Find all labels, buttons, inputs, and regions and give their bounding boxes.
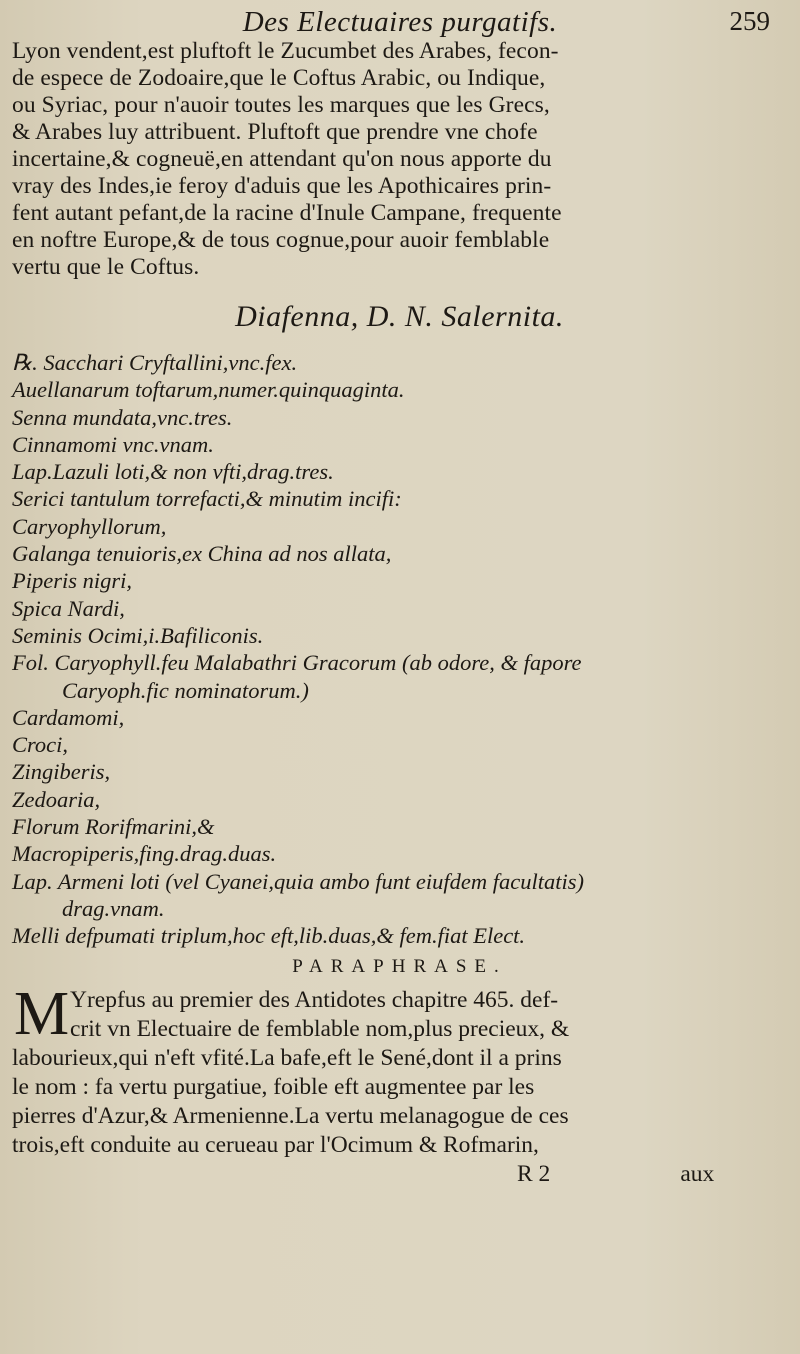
body-text [12,38,787,1189]
page-header [0,6,800,36]
ingredient-line: Senna mundata,vnc.tres. [12,404,233,430]
ingredient-line: Galanga tenuioris,ex China ad nos allata, [12,541,392,567]
ingredient-line: drag.vnam. [62,895,165,921]
recipe-title: Diafenna, D. N. Salernita. [235,300,564,333]
page-footer [12,1160,787,1189]
ingredient-line: Lap.Lazuli loti,& non vfti,drag.tres. [12,459,334,485]
ingredient-line: Serici tantulum torrefacti,& minutim incifi: [12,486,402,512]
text-line: ou Syriac, pour n'auoir toutes les marques que les Grecs, [12,92,550,118]
paraphrase-heading: PARAPHRASE. [292,955,507,977]
text-line: vertu que le Coftus. [12,254,200,280]
ingredient-line: ℞. Sacchari Cryftallini,vnc.fex. [12,350,298,375]
ingredient-line: Melli defpumati triplum,hoc eft,lib.duas,& fem.fiat Elect. [12,923,526,949]
text-line: & Arabes luy attribuent. Pluftoft que prendre vne chofe [12,119,538,145]
signature-mark: R 2 [517,1160,551,1187]
ingredient-line: Florum Rorifmarini,& [12,814,215,840]
ingredient-line: Seminis Ocimi,i.Bafiliconis. [12,622,264,648]
text-line: trois,eft conduite au cerueau par l'Ocimum & Rofmarin, [12,1131,539,1158]
page-number: 259 [729,6,770,36]
catchword: aux [680,1160,715,1187]
text-line: Lyon vendent,est pluftoft le Zucumbet des Arabes, fecon- [12,38,559,64]
ingredient-line: Macropiperis,fing.drag.duas. [12,841,277,867]
recipe-ingredients [12,349,787,950]
ingredient-line: Cardamomi, [12,704,125,730]
ingredient-line: Zedoaria, [12,786,101,812]
ingredient-line: Cinnamomi vnc.vnam. [12,431,214,457]
ingredient-line: Lap. Armeni loti (vel Cyanei,quia ambo funt eiufdem facultatis) [12,868,585,894]
ingredient-line: Fol. Caryophyll.feu Malabathri Gracorum (ab odore, & fapore [12,650,582,676]
text-line: vray des Indes,ie feroy d'aduis que les Apothicaires prin- [12,173,552,199]
ingredient-line: Spica Nardi, [12,595,125,621]
text-line: fent autant pefant,de la racine d'Inule Campane, frequente [12,200,562,226]
ingredient-line: Zingiberis, [12,759,111,785]
text-line: Yrepfus au premier des Antidotes chapitre 465. def- [70,986,559,1013]
ingredient-line: Caryophyllorum, [12,513,167,539]
text-line: pierres d'Azur,& Armenienne.La vertu melanagogue de ces [12,1102,569,1129]
ingredient-line: Piperis nigri, [12,568,133,594]
text-line: le nom : fa vertu purgatiue, foible eft augmentee par les [12,1073,535,1100]
ingredient-line: Croci, [12,732,69,758]
ingredient-line: Auellanarum toftarum,numer.quinquaginta. [12,377,405,403]
paragraph-paraphrase [12,979,787,1160]
running-head: Des Electuaires purgatifs. [242,6,558,38]
text-line: labourieux,qui n'eft vfité.La bafe,eft le Sené,dont il a prins [12,1044,562,1071]
paragraph-costus [12,38,787,281]
text-line: de espece de Zodoaire,que le Coftus Arabic, ou Indique, [12,65,546,91]
text-line: crit vn Electuaire de femblable nom,plus precieux, & [70,1015,570,1042]
text-line: incertaine,& cogneuë,en attendant qu'on nous apporte du [12,146,552,172]
drop-cap: M [14,979,70,1048]
text-line: en noftre Europe,& de tous cognue,pour auoir femblable [12,227,550,253]
ingredient-line: Caryoph.fic nominatorum.) [62,677,309,703]
